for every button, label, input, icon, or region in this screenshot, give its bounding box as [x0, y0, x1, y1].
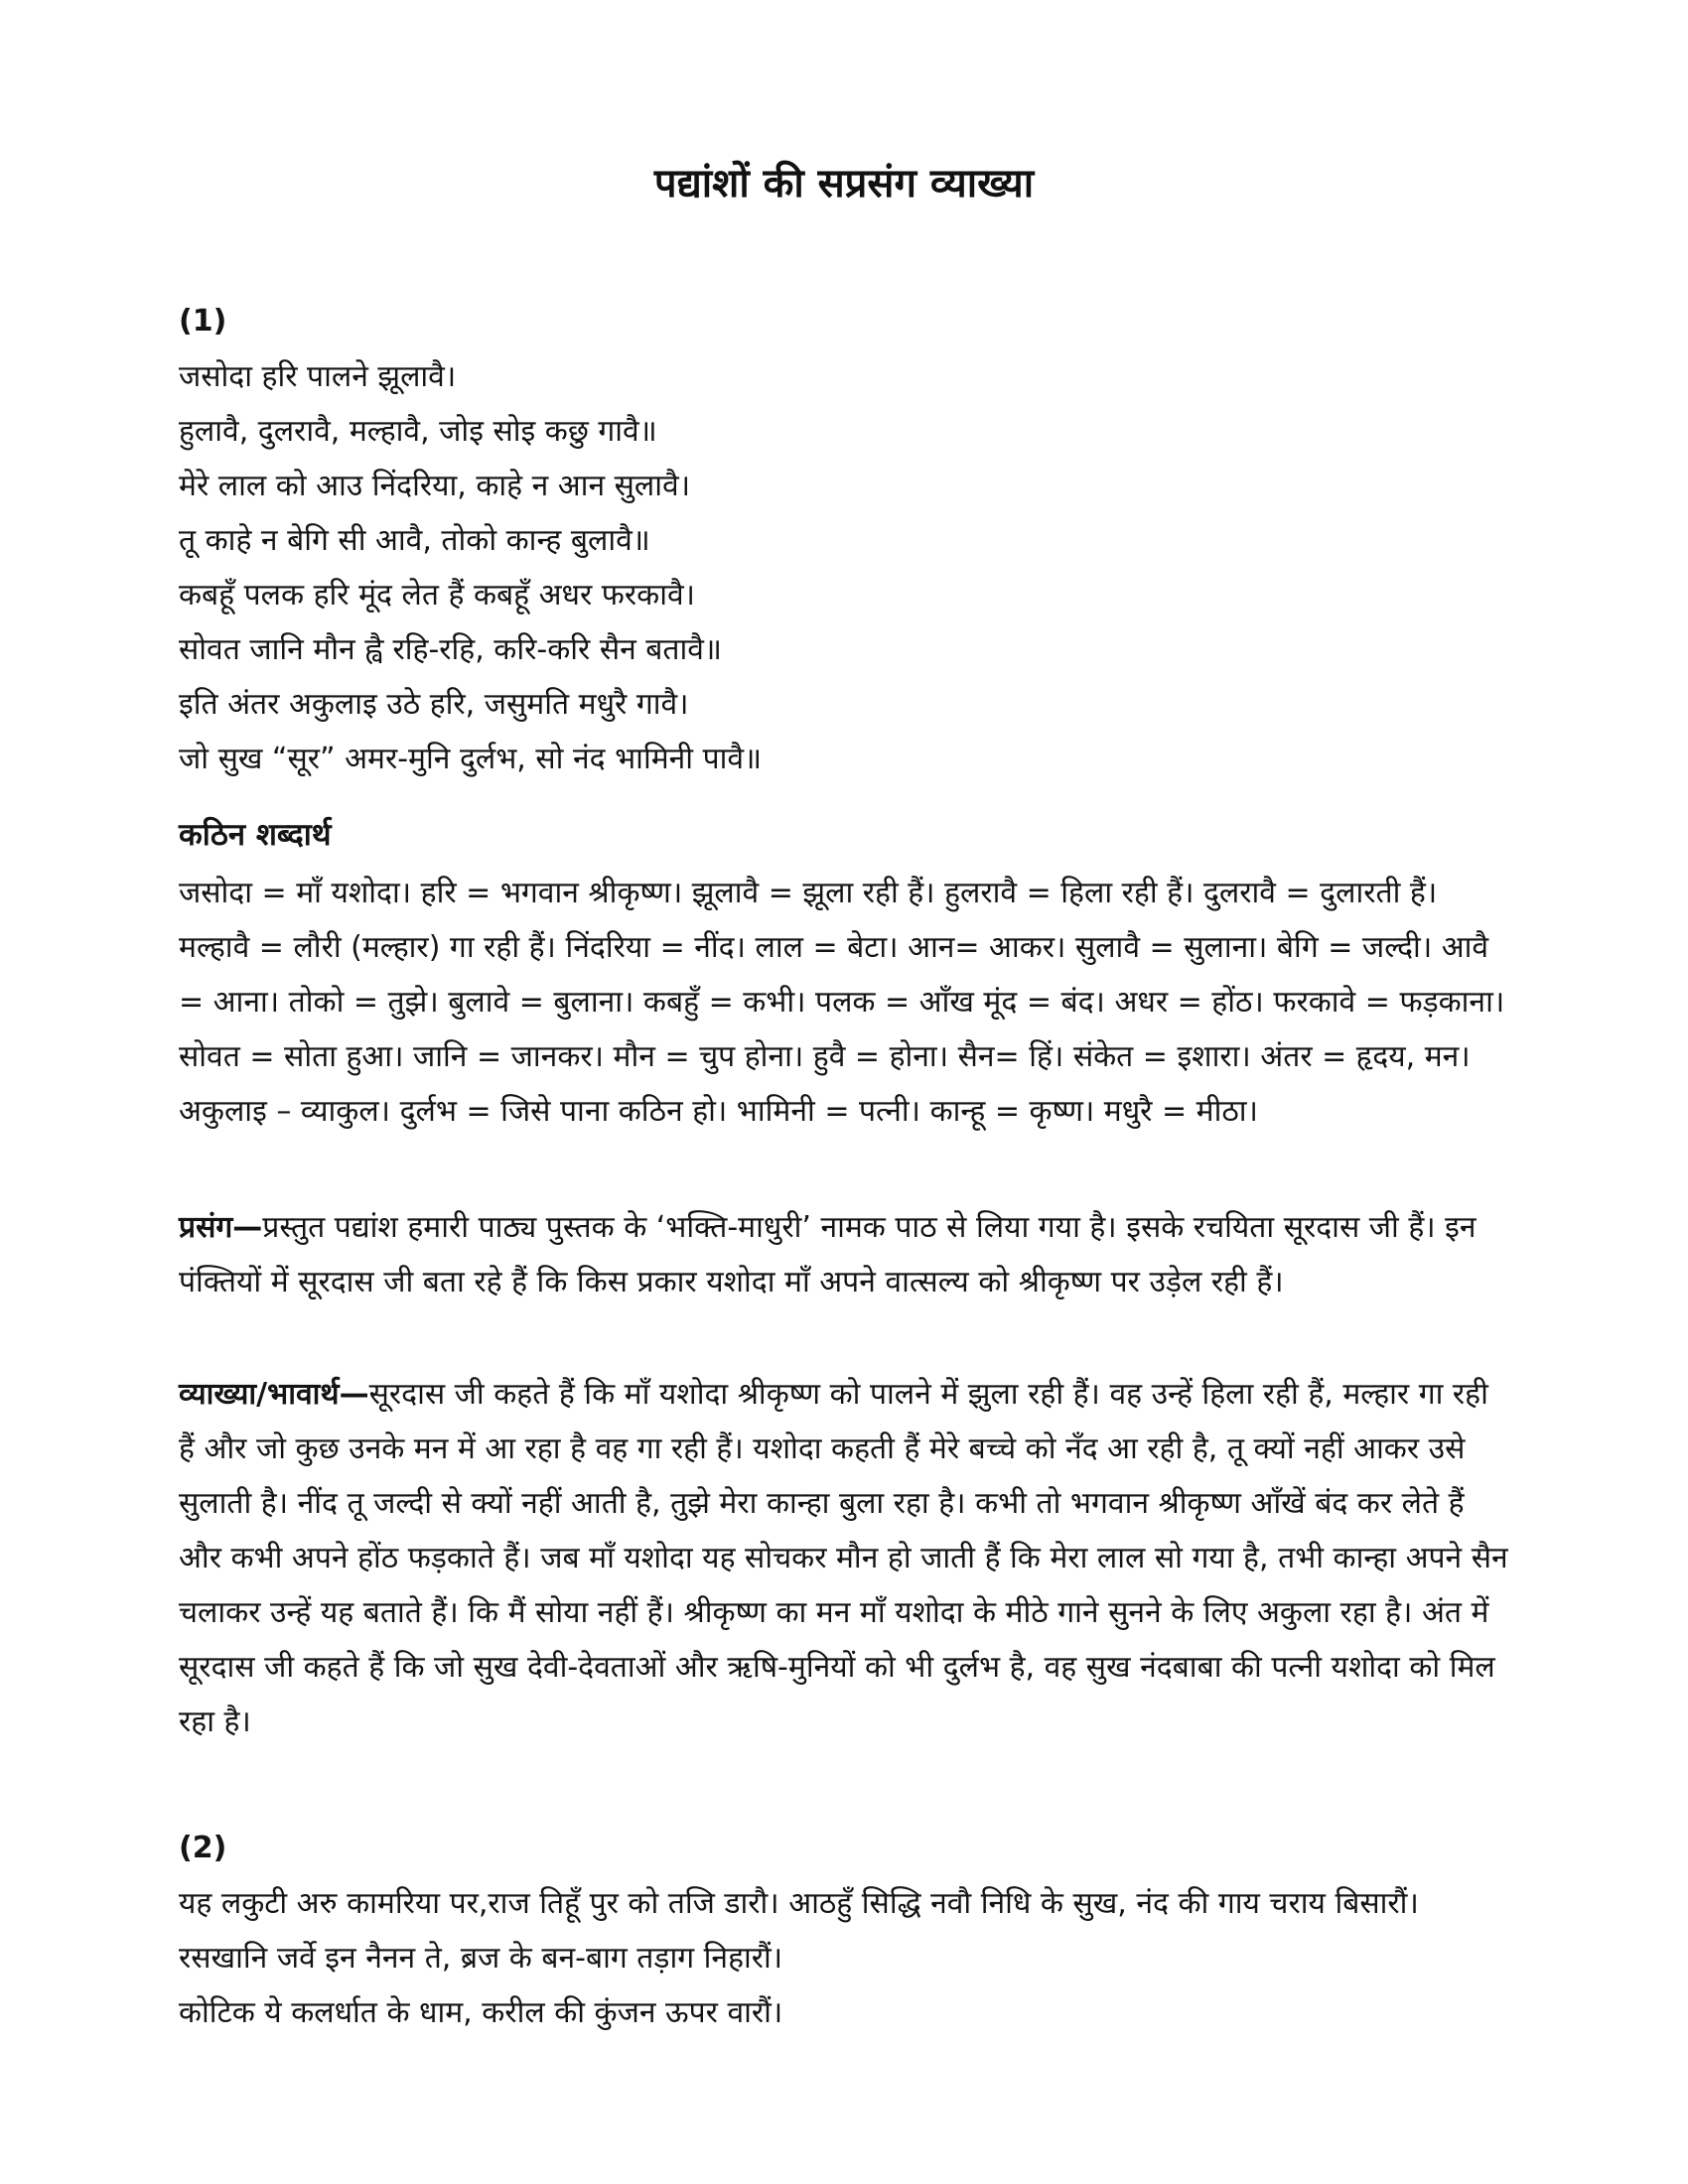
poem-stanza-1	[179, 349, 1509, 786]
section-2-verse: यह लकुटी अरु कामरिया पर,राज तिहूँ पुर को तजि डारौ। आठहुँ सिद्धि नवौ निधि के सुख, नंद की गाय चराय बिसारौं। रसखानि जर्वे इन नैनन ते, ब्रज के बन-बाग तड़ाग निहारौं।	[179, 1886, 1419, 1976]
vyakhya-label: व्याख्या/भावार्थ—	[179, 1377, 369, 1412]
poem-line: जो सुख “सूर” अमर-मुनि दुर्लभ, सो नंद भामिनी पावै॥	[179, 742, 763, 776]
prasang-text: प्रस्तुत पद्यांश हमारी पाठ्य पुस्तक के ‘भक्ति-माधुरी’ नामक पाठ से लिया गया है। इसके रचयिता सूरदास जी हैं। इन पंक्तियों में सूरदास जी बता रहे हैं कि किस प्रकार यशोदा माँ अपने वात्सल्य को श्रीकृष्ण पर उड़ेल रही हैं।	[179, 1210, 1477, 1299]
section-2-verse: कोटिक ये कलर्धात के धाम, करील की कुंजन ऊपर वारौं।	[179, 1995, 783, 2030]
section-1-number: (1)	[179, 304, 227, 339]
section-2-number: (2)	[179, 1831, 227, 1865]
section-1	[179, 300, 1509, 786]
poem-line: मेरे लाल को आउ निंदरिया, काहे न आन सुलावै।	[179, 469, 691, 503]
poem-line: कबहूँ पलक हरि मूंद लेत हैं कबहूँ अधर फरकावै।	[179, 578, 696, 613]
prasang-paragraph	[179, 1200, 1509, 1309]
page-title: पद्यांशों की सप्रसंग व्याख्या	[653, 161, 1035, 206]
poem-line: हुलावै, दुलरावै, मल्हावै, जोइ सोइ कछु गावै॥	[179, 414, 657, 449]
poem-line: इति अंतर अकुलाइ उठे हरि, जसुमति मधुरै गावै।	[179, 687, 689, 722]
poem-line: तू काहे न बेगि सी आवै, तोको कान्ह बुलावै॥	[179, 523, 650, 558]
section-2	[179, 1827, 1509, 2040]
poem-line: सोवत जानि मौन ह्वै रहि-रहि, करि-करि सैन बतावै॥	[179, 632, 722, 667]
vyakhya-text: सूरदास जी कहते हैं कि माँ यशोदा श्रीकृष्ण को पालने में झुला रही हैं। वह उन्हें हिला रही हैं, मल्हार गा रही हैं और जो कुछ उनके मन में आ रहा है वह गा रही हैं। यशोदा कहती हैं मेरे बच्चे को नँद आ रही है, तू क्यों नहीं आकर उसे सुलाती है। नींद तू जल्दी से क्यों नहीं आती है, तुझे मेरा कान्हा बुला रहा है। कभी तो भगवान श्रीकृष्ण आँखें बंद कर लेते हैं और कभी अपने होंठ फड़काते हैं। जब माँ यशोदा यह सोचकर मौन हो जाती हैं कि मेरा लाल सो गया है, तभी कान्हा अपने सैन चलाकर उन्हें यह बताते हैं। कि मैं सोया नहीं हैं। श्रीकृष्ण का मन माँ यशोदा के मीठे गाने सुनने के लिए अकुला रहा है। अंत में सूरदास जी कहते हैं कि जो सुख देवी-देवताओं और ऋषि-मुनियों को भी दुर्लभ है, वह सुख नंदबाबा की पत्नी यशोदा को मिल रहा है।	[179, 1377, 1508, 1739]
vocab-heading: कठिन शब्दार्थ	[179, 817, 332, 853]
prasang-label: प्रसंग—	[179, 1210, 263, 1245]
vyakhya-paragraph	[179, 1367, 1509, 1749]
poem-line: जसोदा हरि पालने झूलावै।	[179, 359, 457, 394]
vocab-text: जसोदा = माँ यशोदा। हरि = भगवान श्रीकृष्ण। झूलावै = झूला रही हैं। हुलरावै = हिला रही हैं। दुलरावै = दुलारती हैं। मल्हावै = लौरी (मल्हार) गा रही हैं। निंदरिया = नींद। लाल = बेटा। आन= आकर। सुलावै = सुलाना। बेगि = जल्दी। आवै = आना। तोको = तुझे। बुलावे = बुलाना। कबहुँ = कभी। पलक = आँख मूंद = बंद। अधर = होंठ। फरकावे = फड़काना। सोवत = सोता हुआ। जानि = जानकर। मौन = चुप होना। हुवै = होना। सैन= हिं। संकेत = इशारा। अंतर = हृदय, मन। अकुलाइ – व्याकुल। दुर्लभ = जिसे पाना कठिन हो। भामिनी = पत्नी। कान्हू = कृष्ण। मधुरै = मीठा।	[179, 876, 1505, 1129]
